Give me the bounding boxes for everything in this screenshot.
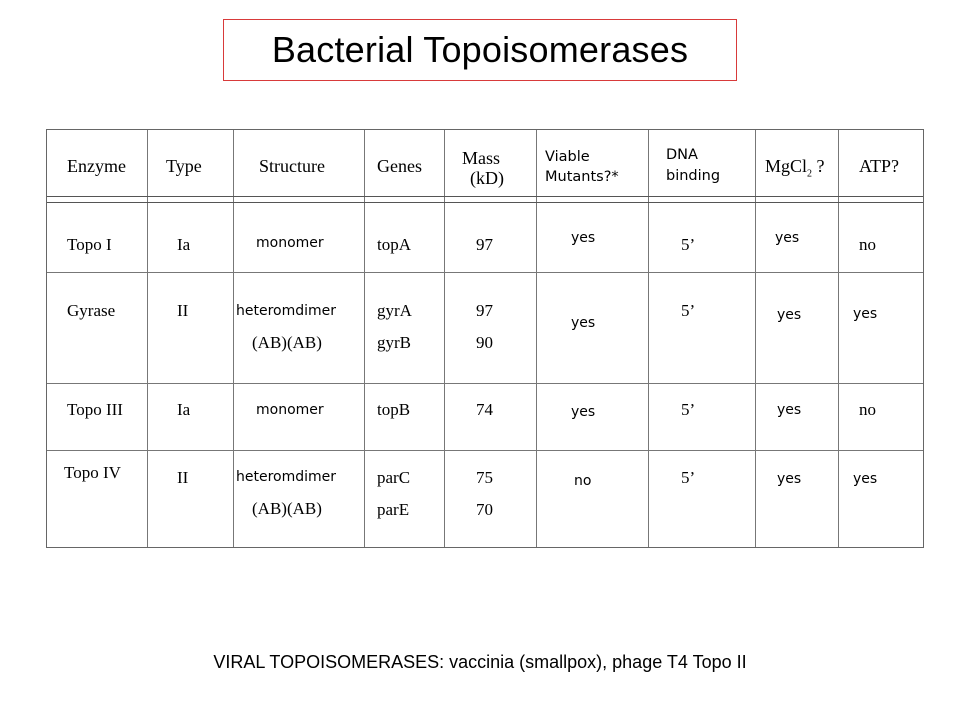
- column-divider: [364, 130, 365, 547]
- header-viable: Viable: [545, 149, 590, 165]
- row-dna-binding: 5’: [681, 468, 696, 487]
- row-structure: heteromdimer: [236, 303, 337, 319]
- row-viable: yes: [571, 230, 596, 246]
- row-mass: 97: [476, 301, 493, 320]
- row-viable: yes: [571, 404, 596, 420]
- header-mgcl: MgCl$_2$ ?: [765, 156, 825, 180]
- column-divider: [233, 130, 234, 547]
- row-gene: topB: [377, 400, 411, 419]
- row-atp: no: [859, 235, 876, 254]
- header-dna-binding: binding: [666, 168, 721, 184]
- viral-topoisomerases-note: VIRAL TOPOISOMERASES: vaccinia (smallpox), phage T4 Topo II: [213, 652, 747, 672]
- row-mgcl: yes: [775, 230, 800, 246]
- header-structure: Structure: [259, 156, 325, 176]
- row-structure: heteromdimer: [236, 469, 337, 485]
- column-divider: [147, 130, 148, 547]
- row-mgcl: yes: [777, 471, 802, 487]
- row-atp: yes: [853, 306, 878, 322]
- row-mass: 74: [476, 400, 493, 419]
- row-structure: monomer: [256, 235, 324, 251]
- row-mass: 70: [476, 500, 493, 519]
- row-enzyme: Topo III: [67, 400, 123, 419]
- header-mass-unit: (kD): [470, 168, 504, 188]
- row-enzyme: Topo IV: [64, 463, 121, 482]
- header-atp: ATP?: [859, 156, 899, 176]
- row-type: II: [177, 301, 189, 320]
- row-atp: no: [859, 400, 876, 419]
- row-type: Ia: [177, 235, 191, 254]
- row-mass: 90: [476, 333, 493, 352]
- row-mgcl: yes: [777, 402, 802, 418]
- row-gene: gyrA: [377, 301, 412, 320]
- row-dna-binding: 5’: [681, 235, 696, 254]
- row-gene: topA: [377, 235, 411, 254]
- header-dna: DNA: [666, 147, 698, 163]
- row-enzyme: Topo I: [67, 235, 112, 254]
- row-dna-binding: 5’: [681, 400, 696, 419]
- row-divider: [47, 450, 923, 451]
- row-type: II: [177, 468, 189, 487]
- row-dna-binding: 5’: [681, 301, 696, 320]
- header-viable-mutants: Mutants?*: [545, 169, 619, 185]
- topoisomerase-table: [46, 129, 924, 548]
- row-divider: [47, 272, 923, 273]
- row-viable: yes: [571, 315, 596, 331]
- row-enzyme: Gyrase: [67, 301, 116, 320]
- column-divider: [536, 130, 537, 547]
- row-divider: [47, 196, 923, 197]
- column-divider: [444, 130, 445, 547]
- row-structure: monomer: [256, 402, 324, 418]
- row-mass: 75: [476, 468, 493, 487]
- row-divider: [47, 202, 923, 203]
- page-title: Bacterial Topoisomerases: [271, 29, 689, 70]
- row-type: Ia: [177, 400, 191, 419]
- row-structure-sub: (AB)(AB): [252, 333, 322, 352]
- header-enzyme: Enzyme: [67, 156, 126, 176]
- row-gene: parC: [377, 468, 411, 487]
- header-mass: Mass: [462, 148, 501, 168]
- row-divider: [47, 383, 923, 384]
- row-mgcl: yes: [777, 307, 802, 323]
- column-divider: [755, 130, 756, 547]
- header-type: Type: [166, 156, 202, 176]
- title-box: [223, 19, 737, 81]
- row-atp: yes: [853, 471, 878, 487]
- header-genes: Genes: [377, 156, 422, 176]
- row-gene: parE: [377, 500, 410, 519]
- row-structure-sub: (AB)(AB): [252, 499, 322, 518]
- row-gene: gyrB: [377, 333, 411, 352]
- column-divider: [838, 130, 839, 547]
- row-mass: 97: [476, 235, 493, 254]
- row-viable: no: [574, 473, 592, 489]
- column-divider: [648, 130, 649, 547]
